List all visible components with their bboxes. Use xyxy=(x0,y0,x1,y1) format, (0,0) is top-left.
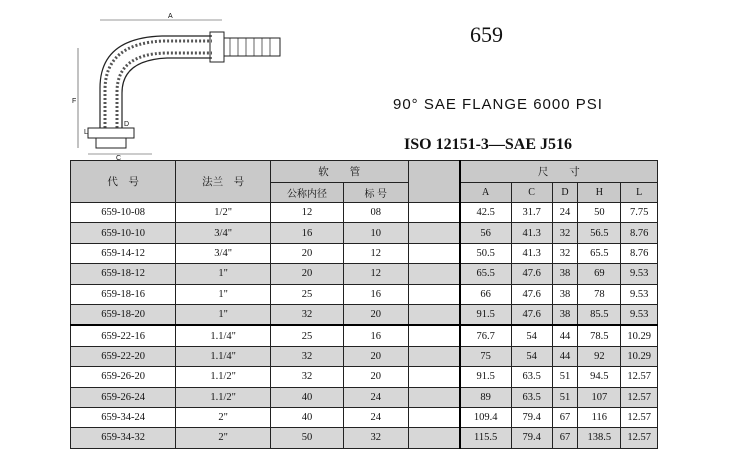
cell-h: 78.5 xyxy=(578,325,621,346)
header-c: C xyxy=(511,183,552,203)
cell-flange: 3/4" xyxy=(176,243,271,263)
dim-a-label: A xyxy=(168,13,173,20)
cell-a: 50.5 xyxy=(460,243,512,263)
cell-h: 138.5 xyxy=(578,428,621,448)
cell-blank xyxy=(408,243,460,263)
cell-h: 69 xyxy=(578,264,621,284)
table-row xyxy=(71,346,658,366)
cell-c: 63.5 xyxy=(511,387,552,407)
header-hose-id: 公称内径 xyxy=(270,183,343,203)
cell-blank xyxy=(408,223,460,243)
part-number: 659 xyxy=(470,22,503,47)
table-row xyxy=(71,203,658,223)
cell-flange: 3/4" xyxy=(176,223,271,243)
dim-l-label: L xyxy=(84,129,88,136)
cell-c: 41.3 xyxy=(511,223,552,243)
cell-code: 659-14-12 xyxy=(71,243,176,263)
cell-blank xyxy=(408,264,460,284)
cell-blank xyxy=(408,387,460,407)
cell-code: 659-26-20 xyxy=(71,367,176,387)
header-hose-mark: 标 号 xyxy=(344,183,409,203)
cell-code: 659-18-12 xyxy=(71,264,176,284)
dim-d-label: D xyxy=(124,121,130,128)
table-row xyxy=(71,367,658,387)
cell-h: 94.5 xyxy=(578,367,621,387)
cell-d: 32 xyxy=(552,223,578,243)
cell-a: 42.5 xyxy=(460,203,512,223)
header-flange: 法兰 号 xyxy=(176,161,271,203)
cell-l: 12.57 xyxy=(621,407,658,427)
cell-id: 32 xyxy=(270,304,343,325)
cell-id: 25 xyxy=(270,325,343,346)
cell-id: 50 xyxy=(270,428,343,448)
cell-l: 10.29 xyxy=(621,346,658,366)
cell-h: 92 xyxy=(578,346,621,366)
cell-d: 38 xyxy=(552,304,578,325)
header-a: A xyxy=(460,183,512,203)
cell-flange: 1.1/4" xyxy=(176,346,271,366)
cell-code: 659-26-24 xyxy=(71,387,176,407)
cell-code: 659-18-16 xyxy=(71,284,176,304)
cell-mark: 16 xyxy=(344,325,409,346)
header-h: H xyxy=(578,183,621,203)
cell-blank xyxy=(408,346,460,366)
cell-l: 7.75 xyxy=(621,203,658,223)
cell-l: 8.76 xyxy=(621,223,658,243)
header-d: D xyxy=(552,183,578,203)
cell-a: 76.7 xyxy=(460,325,512,346)
cell-code: 659-34-24 xyxy=(71,407,176,427)
header-hose: 软 管 xyxy=(270,161,408,183)
table-row xyxy=(71,284,658,304)
cell-l: 9.53 xyxy=(621,284,658,304)
cell-id: 16 xyxy=(270,223,343,243)
cell-l: 8.76 xyxy=(621,243,658,263)
spec-table xyxy=(70,160,658,449)
cell-id: 32 xyxy=(270,367,343,387)
cell-a: 109.4 xyxy=(460,407,512,427)
header-l: L xyxy=(621,183,658,203)
cell-a: 56 xyxy=(460,223,512,243)
cell-flange: 1.1/2" xyxy=(176,367,271,387)
cell-c: 54 xyxy=(511,346,552,366)
cell-h: 116 xyxy=(578,407,621,427)
cell-d: 67 xyxy=(552,428,578,448)
cell-h: 50 xyxy=(578,203,621,223)
cell-a: 89 xyxy=(460,387,512,407)
cell-id: 12 xyxy=(270,203,343,223)
cell-flange: 1" xyxy=(176,264,271,284)
cell-mark: 16 xyxy=(344,284,409,304)
cell-d: 44 xyxy=(552,325,578,346)
cell-blank xyxy=(408,325,460,346)
header-code: 代 号 xyxy=(71,161,176,203)
cell-d: 67 xyxy=(552,407,578,427)
cell-h: 85.5 xyxy=(578,304,621,325)
dim-c-label: C xyxy=(116,155,122,160)
table-row xyxy=(71,428,658,448)
table-row xyxy=(71,223,658,243)
cell-c: 41.3 xyxy=(511,243,552,263)
table-row xyxy=(71,243,658,263)
cell-code: 659-22-16 xyxy=(71,325,176,346)
cell-l: 10.29 xyxy=(621,325,658,346)
cell-id: 20 xyxy=(270,264,343,284)
cell-l: 12.57 xyxy=(621,428,658,448)
cell-h: 65.5 xyxy=(578,243,621,263)
cell-d: 51 xyxy=(552,387,578,407)
cell-flange: 1/2" xyxy=(176,203,271,223)
cell-l: 9.53 xyxy=(621,304,658,325)
cell-mark: 20 xyxy=(344,304,409,325)
cell-mark: 24 xyxy=(344,407,409,427)
cell-mark: 08 xyxy=(344,203,409,223)
cell-blank xyxy=(408,304,460,325)
cell-id: 32 xyxy=(270,346,343,366)
header-row-1 xyxy=(71,161,658,183)
cell-d: 38 xyxy=(552,284,578,304)
cell-mark: 20 xyxy=(344,346,409,366)
cell-d: 24 xyxy=(552,203,578,223)
cell-blank xyxy=(408,428,460,448)
flange-spec: 90° SAE FLANGE 6000 PSI xyxy=(393,96,603,113)
cell-l: 12.57 xyxy=(621,387,658,407)
cell-h: 107 xyxy=(578,387,621,407)
cell-mark: 32 xyxy=(344,428,409,448)
table-row xyxy=(71,325,658,346)
cell-a: 66 xyxy=(460,284,512,304)
cell-a: 91.5 xyxy=(460,367,512,387)
cell-blank xyxy=(408,407,460,427)
cell-flange: 1.1/2" xyxy=(176,387,271,407)
cell-c: 47.6 xyxy=(511,264,552,284)
cell-a: 115.5 xyxy=(460,428,512,448)
cell-blank xyxy=(408,367,460,387)
cell-c: 47.6 xyxy=(511,284,552,304)
cell-d: 38 xyxy=(552,264,578,284)
cell-flange: 1.1/4" xyxy=(176,325,271,346)
cell-code: 659-34-32 xyxy=(71,428,176,448)
cell-h: 78 xyxy=(578,284,621,304)
header-dims: 尺 寸 xyxy=(460,161,658,183)
cell-h: 56.5 xyxy=(578,223,621,243)
cell-mark: 12 xyxy=(344,243,409,263)
cell-c: 79.4 xyxy=(511,407,552,427)
table-row xyxy=(71,304,658,325)
cell-id: 40 xyxy=(270,387,343,407)
cell-flange: 1" xyxy=(176,304,271,325)
cell-id: 40 xyxy=(270,407,343,427)
cell-flange: 2" xyxy=(176,407,271,427)
dim-f-label: F xyxy=(72,98,77,105)
cell-mark: 20 xyxy=(344,367,409,387)
table-row xyxy=(71,407,658,427)
cell-blank xyxy=(408,203,460,223)
cell-code: 659-10-08 xyxy=(71,203,176,223)
cell-a: 65.5 xyxy=(460,264,512,284)
header-blank xyxy=(408,161,460,203)
iso-standard: ISO 12151-3—SAE J516 xyxy=(404,136,573,153)
cell-c: 63.5 xyxy=(511,367,552,387)
cell-c: 54 xyxy=(511,325,552,346)
cell-c: 31.7 xyxy=(511,203,552,223)
cell-d: 32 xyxy=(552,243,578,263)
cell-mark: 12 xyxy=(344,264,409,284)
cell-blank xyxy=(408,284,460,304)
fitting-drawing xyxy=(72,8,292,160)
table-row xyxy=(71,264,658,284)
cell-code: 659-18-20 xyxy=(71,304,176,325)
cell-id: 25 xyxy=(270,284,343,304)
cell-mark: 10 xyxy=(344,223,409,243)
cell-l: 9.53 xyxy=(621,264,658,284)
cell-flange: 2" xyxy=(176,428,271,448)
cell-c: 47.6 xyxy=(511,304,552,325)
cell-code: 659-22-20 xyxy=(71,346,176,366)
cell-a: 91.5 xyxy=(460,304,512,325)
cell-l: 12.57 xyxy=(621,367,658,387)
cell-d: 44 xyxy=(552,346,578,366)
cell-code: 659-10-10 xyxy=(71,223,176,243)
cell-flange: 1" xyxy=(176,284,271,304)
cell-id: 20 xyxy=(270,243,343,263)
table-row xyxy=(71,387,658,407)
cell-a: 75 xyxy=(460,346,512,366)
cell-c: 79.4 xyxy=(511,428,552,448)
cell-mark: 24 xyxy=(344,387,409,407)
cell-d: 51 xyxy=(552,367,578,387)
